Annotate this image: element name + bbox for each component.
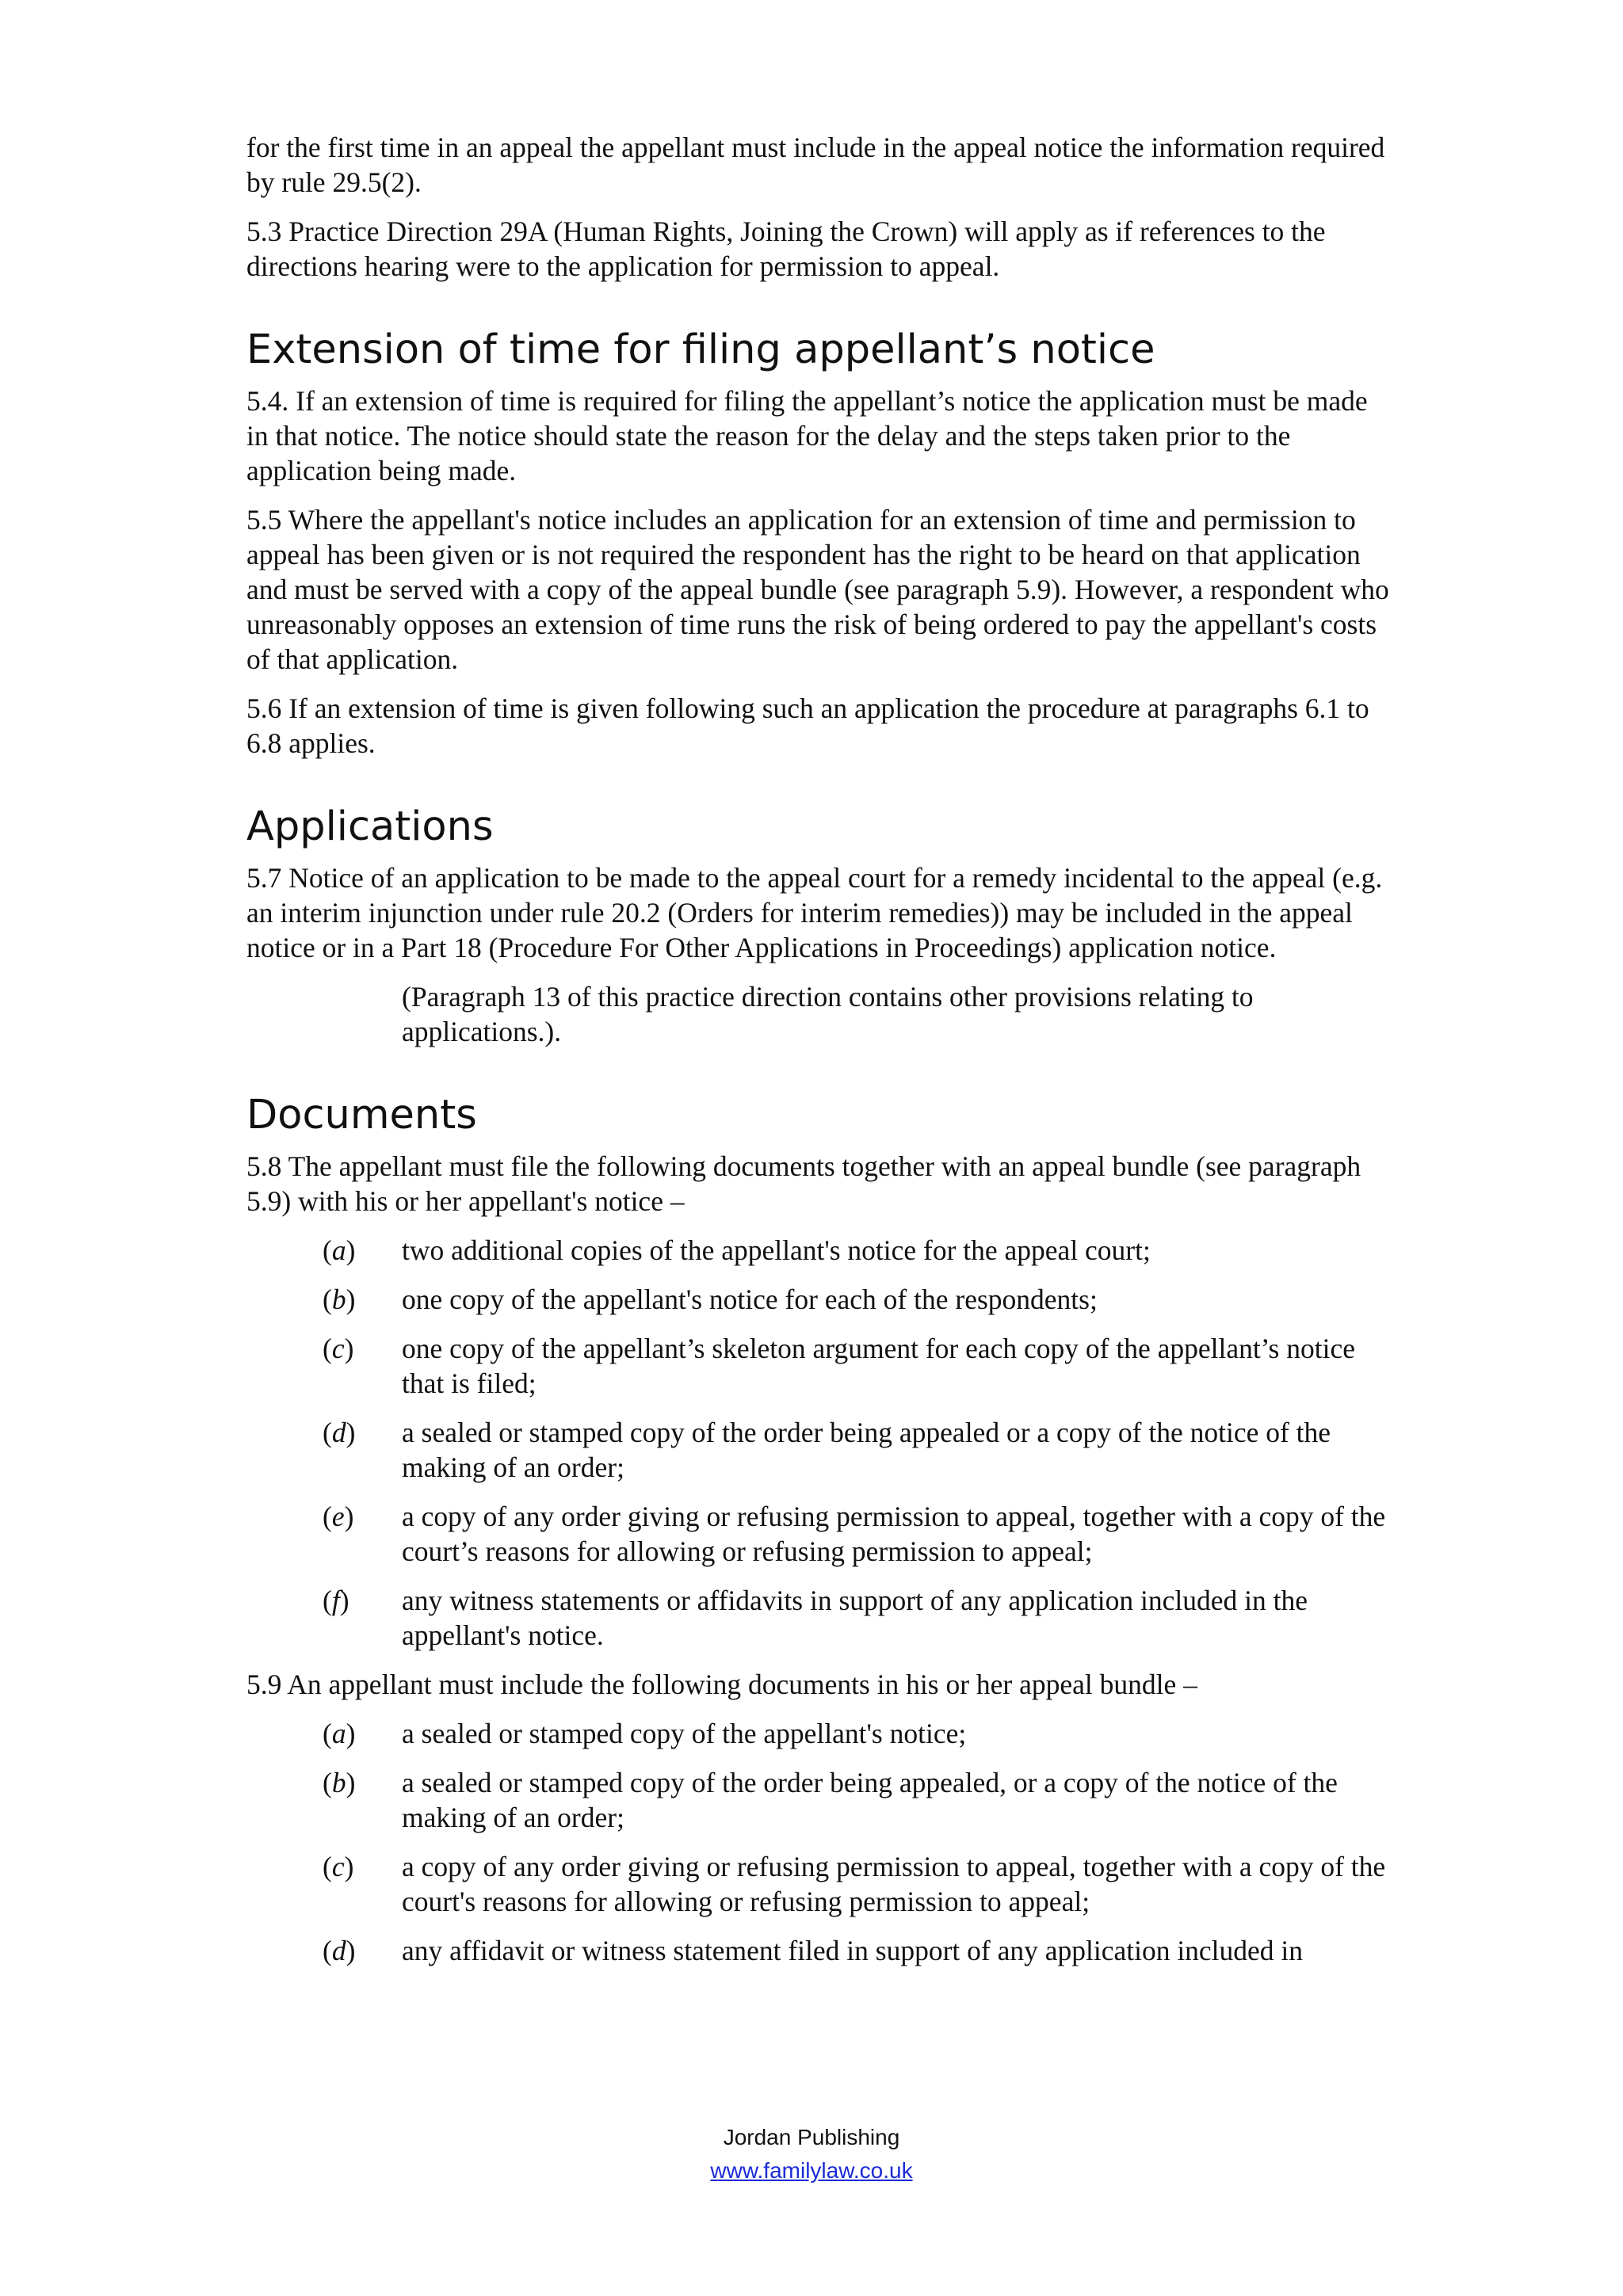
list-item-label: e — [331, 1501, 345, 1532]
list-item: (f) any witness statements or affidavits in support of any application included in the appellant's notice. — [246, 1583, 1392, 1653]
paragraph-note: (Paragraph 13 of this practice direction contains other provisions relating to applications.). — [402, 981, 1254, 1047]
list-item-text: a sealed or stamped copy of the appellant's notice; — [402, 1718, 967, 1749]
list-item-text: any affidavit or witness statement filed in support of any application included in — [402, 1935, 1304, 1966]
list-item: (a) a sealed or stamped copy of the appellant's notice; — [246, 1716, 1392, 1751]
list-item-text: two additional copies of the appellant's notice for the appeal court; — [402, 1234, 1151, 1266]
heading-extension-of-time: Extension of time for filing appellant’s notice — [246, 326, 1155, 373]
footer-url-link[interactable]: www.familylaw.co.uk — [710, 2158, 913, 2183]
list-item: (b) one copy of the appellant's notice for each of the respondents; — [246, 1282, 1392, 1317]
paragraph-5-4: 5.4. If an extension of time is required for filing the appellant’s notice the application must be made in that notice. The notice should state the reason for the delay and the steps taken prior to the application being made. — [246, 385, 1368, 486]
paragraph-5-7: 5.7 Notice of an application to be made to the appeal court for a remedy incidental to the appeal (e.g. an interim injunction under rule 20.2 (Orders for interim remedies)) may be included in the appeal notice or in a Part 18 (Procedure For Other Applications in Proceedings) application notice. — [246, 862, 1383, 963]
list-item-text: one copy of the appellant’s skeleton argument for each copy of the appellant’s notice that is filed; — [402, 1333, 1355, 1399]
list-item-label: b — [331, 1767, 346, 1798]
list-item-label: a — [331, 1718, 346, 1749]
list-5-8 — [246, 1233, 1392, 1653]
list-item-text: any witness statements or affidavits in support of any application included in the appellant's notice. — [402, 1585, 1308, 1651]
list-item: (a) two additional copies of the appellant's notice for the appeal court; — [246, 1233, 1392, 1268]
list-item-label: d — [331, 1417, 346, 1448]
list-item-text: a sealed or stamped copy of the order being appealed or a copy of the notice of the making of an order; — [402, 1417, 1331, 1483]
list-item: (b) a sealed or stamped copy of the order being appealed, or a copy of the notice of the making of an order; — [246, 1765, 1392, 1835]
paragraph-5-5: 5.5 Where the appellant's notice includes an application for an extension of time and permission to appeal has been given or is not required the respondent has the right to be heard on that application and must be served with a copy of the appeal bundle (see paragraph 5.9). However, a respondent who unreasonably opposes an extension of time runs the risk of being ordered to pay the appellant's costs of that application. — [246, 504, 1389, 675]
list-item-label: c — [331, 1851, 345, 1882]
list-item-text: a copy of any order giving or refusing permission to appeal, together with a copy of the court's reasons for allowing or refusing permission to appeal; — [402, 1851, 1386, 1917]
list-item-label: b — [331, 1283, 346, 1315]
footer-url-container — [0, 2157, 1623, 2185]
heading-documents: Documents — [246, 1092, 477, 1138]
list-item-text: a copy of any order giving or refusing permission to appeal, together with a copy of the court’s reasons for allowing or refusing permission to appeal; — [402, 1501, 1386, 1567]
list-item: (d) any affidavit or witness statement filed in support of any application included in — [246, 1933, 1392, 1968]
list-item-label: c — [331, 1333, 345, 1364]
list-item: (c) one copy of the appellant’s skeleton argument for each copy of the appellant’s notice that is filed; — [246, 1331, 1392, 1401]
list-item: (c) a copy of any order giving or refusing permission to appeal, together with a copy of the court's reasons for allowing or refusing permission to appeal; — [246, 1849, 1392, 1919]
list-5-9 — [246, 1716, 1392, 1968]
list-item: (e) a copy of any order giving or refusing permission to appeal, together with a copy of the court’s reasons for allowing or refusing permission to appeal; — [246, 1499, 1392, 1569]
document-page — [246, 130, 1392, 1982]
list-item-label: a — [331, 1234, 346, 1266]
list-item-label: f — [331, 1585, 340, 1616]
list-item-label: d — [331, 1935, 346, 1966]
heading-applications: Applications — [246, 803, 494, 850]
list-item-text: a sealed or stamped copy of the order being appealed, or a copy of the notice of the making of an order; — [402, 1767, 1338, 1833]
paragraph-5-3: 5.3 Practice Direction 29A (Human Rights, Joining the Crown) will apply as if references to the directions hearing were to the application for permission to appeal. — [246, 215, 1326, 282]
footer-publisher: Jordan Publishing — [723, 2125, 900, 2149]
paragraph-5-6: 5.6 If an extension of time is given following such an application the procedure at paragraphs 6.1 to 6.8 applies. — [246, 692, 1369, 759]
list-item-text: one copy of the appellant's notice for each of the respondents; — [402, 1283, 1098, 1315]
paragraph-intro: for the first time in an appeal the appellant must include in the appeal notice the information required by rule 29.5(2). — [246, 132, 1385, 198]
list-item: (d) a sealed or stamped copy of the order being appealed or a copy of the notice of the making of an order; — [246, 1415, 1392, 1485]
paragraph-5-8: 5.8 The appellant must file the following documents together with an appeal bundle (see paragraph 5.9) with his or her appellant's notice – — [246, 1150, 1361, 1217]
paragraph-5-9: 5.9 An appellant must include the following documents in his or her appeal bundle – — [246, 1669, 1197, 1700]
